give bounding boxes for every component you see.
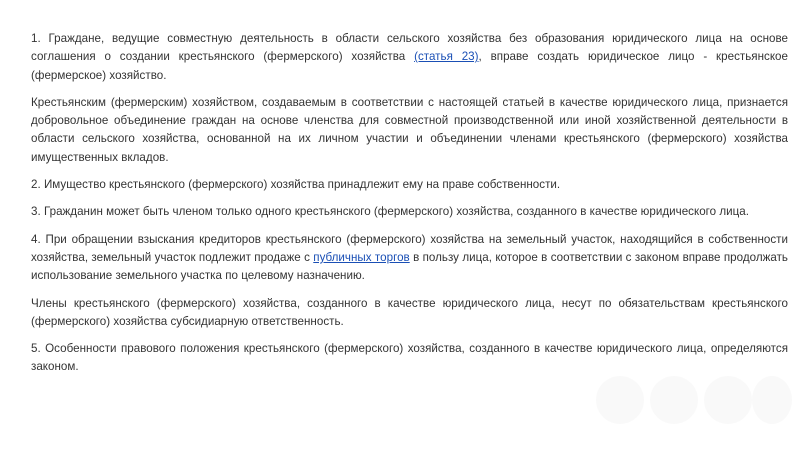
paragraph-4: 3. Гражданин может быть членом только одного крестьянского (фермерского) хозяйства, созданного в качестве юридического лица. <box>31 205 750 219</box>
paragraph-3: 2. Имущество крестьянского (фермерского) хозяйства принадлежит ему на праве собственности. <box>31 178 561 192</box>
paragraph-7: 5. Особенности правового положения крестьянского (фермерского) хозяйства, созданного в качестве юридического лица, определяются законом. <box>31 342 788 374</box>
faded-background-shape <box>704 376 752 424</box>
article-text <box>31 30 788 386</box>
faded-background-shape <box>752 376 792 424</box>
paragraph-5-text-before: 4. При обращении взыскания кредиторов крестьянского (фермерского) хозяйства на земельный участок, находящийся в собственности хозяйства, земельный участок подлежит продаже с <box>31 232 788 264</box>
link-article-23[interactable]: (статья 23) <box>414 50 479 64</box>
link-public-auction[interactable]: публичных торгов <box>313 250 410 264</box>
paragraph-5 <box>31 231 788 286</box>
paragraph-6: Члены крестьянского (фермерского) хозяйства, созданного в качестве юридического лица, несут по обязательствам крестьянского (фермерского) хозяйства субсидиарную ответственность. <box>31 296 788 328</box>
faded-background-shape <box>650 376 698 424</box>
paragraph-1-text-before: 1. Граждане, ведущие совместную деятельность в области сельского хозяйства без образования юридического лица на основе соглашения о создании крестьянского (фермерского) хозяйства <box>31 32 788 64</box>
paragraph-2: Крестьянским (фермерским) хозяйством, создаваемым в соответствии с настоящей статьей в качестве юридического лица, признается добровольное объединение граждан на основе членства для совместной производственной или иной хозяйственной деятельности в области сельского хозяйства, основанной на их личном участии и объединении членами крестьянского (фермерского) хозяйства имущественных вкладов. <box>31 95 788 164</box>
paragraph-5-text-after: в пользу лица, которое в соответствии с законом вправе продолжать использование земельного участка по целевому назначению. <box>31 250 788 283</box>
paragraph-1 <box>31 30 788 85</box>
faded-background-shape <box>596 376 644 424</box>
paragraph-1-text-after: , вправе создать юридическое лицо - крестьянское (фермерское) хозяйство. <box>31 50 788 82</box>
